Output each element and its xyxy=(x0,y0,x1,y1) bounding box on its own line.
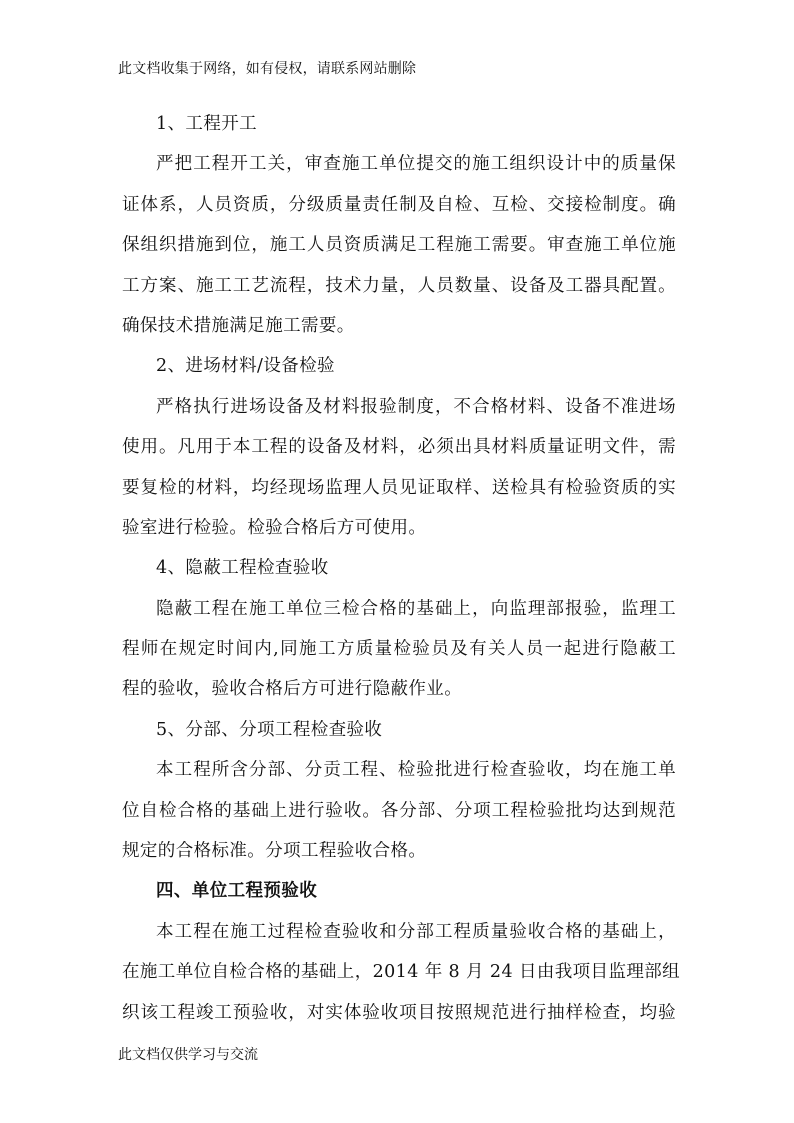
section-heading: 2、进场材料/设备检验 xyxy=(156,356,335,377)
paragraph-line: 规定的合格标准。分项工程验收合格。 xyxy=(122,841,427,862)
page-footer: 此文档仅供学习与交流 xyxy=(118,1047,258,1063)
paragraph-line: 要复检的材料，均经现场监理人员见证取样、送检具有检验资质的实 xyxy=(122,477,676,498)
paragraph-line: 位自检合格的基础上进行验收。各分部、分项工程检验批均达到规范 xyxy=(122,800,676,821)
paragraph-line: 验室进行检验。检验合格后方可使用。 xyxy=(122,517,427,538)
paragraph-line: 严格执行进场设备及材料报验制度，不合格材料、设备不准进场 xyxy=(156,396,676,417)
paragraph-line: 工方案、施工工艺流程，技术力量，人员数量、设备及工器具配置。 xyxy=(122,275,676,296)
section-heading: 5、分部、分项工程检查验收 xyxy=(156,719,383,740)
section-heading: 4、隐蔽工程检查验收 xyxy=(156,558,329,579)
paragraph-line: 本工程所含分部、分贡工程、检验批进行检查验收，均在施工单 xyxy=(156,760,676,781)
paragraph-line: 程的验收，验收合格后方可进行隐蔽作业。 xyxy=(122,679,463,700)
paragraph-line: 使用。凡用于本工程的设备及材料，必须出具材料质量证明文件，需 xyxy=(122,437,676,458)
paragraph-line: 证体系，人员资质，分级质量责任制及自检、互检、交接检制度。确 xyxy=(122,194,676,215)
page-header: 此文档收集于网络，如有侵权，请联系网站删除 xyxy=(118,61,417,77)
section-heading: 1、工程开工 xyxy=(156,114,258,134)
section-heading-bold: 四、单位工程预验收 xyxy=(156,881,318,902)
paragraph-line: 保组织措施到位，施工人员资质满足工程施工需要。审查施工单位施 xyxy=(122,235,676,256)
document-body xyxy=(122,104,681,1033)
paragraph-line: 本工程在施工过程检查验收和分部工程质量验收合格的基础上， xyxy=(156,921,676,942)
paragraph-line: 严把工程开工关，审查施工单位提交的施工组织设计中的质量保 xyxy=(156,154,676,175)
paragraph-line: 隐蔽工程在施工单位三检合格的基础上，向监理部报验，监理工 xyxy=(156,598,676,619)
paragraph-line: 织该工程竣工预验收，对实体验收项目按照规范进行抽样检查，均验 xyxy=(122,1002,676,1023)
paragraph-line: 程师在规定时间内,同施工方质量检验员及有关人员一起进行隐蔽工 xyxy=(122,639,676,660)
paragraph-line: 确保技术措施满足施工需要。 xyxy=(122,315,355,336)
paragraph-line: 在施工单位自检合格的基础上，2014 年 8 月 24 日由我项目监理部组 xyxy=(122,962,681,983)
